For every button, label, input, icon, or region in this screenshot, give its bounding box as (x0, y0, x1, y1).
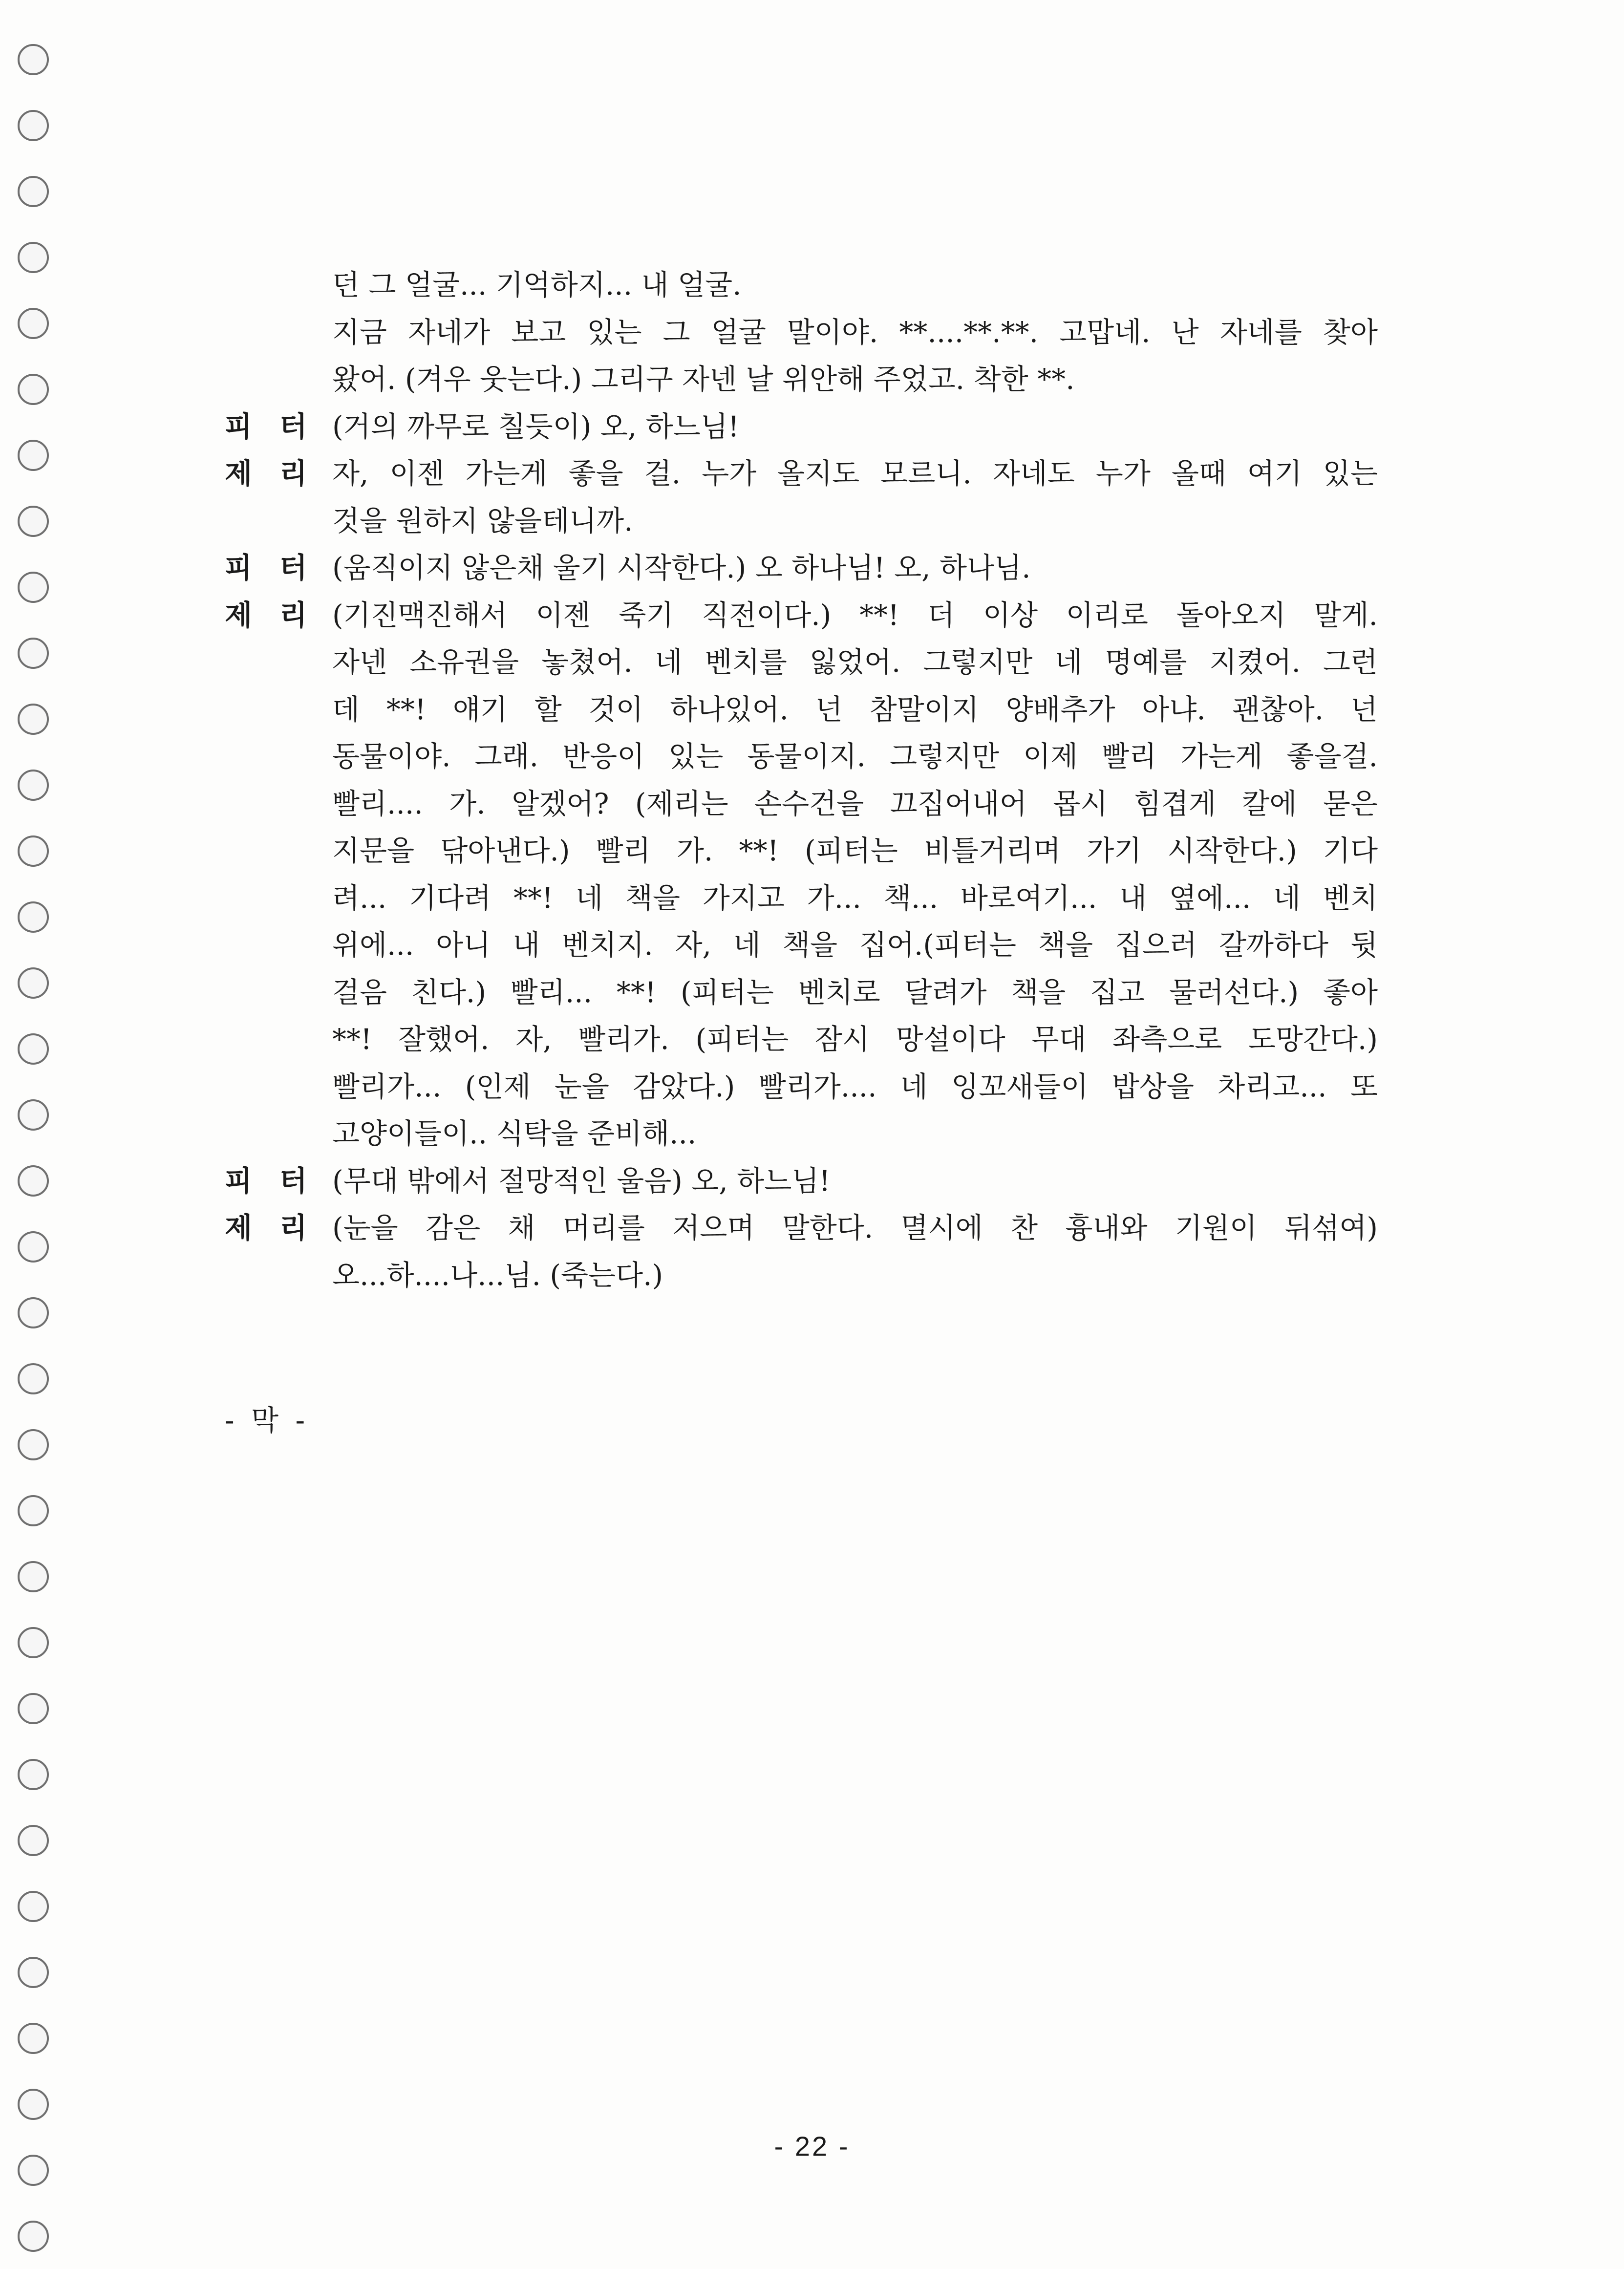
dialogue-line (225, 921, 1378, 969)
dialogue-line (225, 827, 1378, 875)
punch-hole-icon (18, 572, 49, 603)
dialogue-line (225, 403, 1378, 450)
punch-hole-icon (18, 2089, 49, 2120)
dialogue-line (225, 309, 1378, 356)
dialogue-text: (무대 밖에서 절망적인 울음) 오, 하느님! (332, 1164, 831, 1198)
punch-hole-icon (18, 1495, 49, 1526)
dialogue-text: 지문을 닦아낸다.) 빨리 가. **! (피터는 비틀거리며 가기 시작한다.) 기다 (332, 834, 1378, 867)
dialogue-text: **! 잘했어. 자, 빨리가. (피터는 잠시 망설이다 무대 좌측으로 도망간다.) (332, 1023, 1378, 1056)
speaker-name: 피 터 (225, 551, 316, 584)
dialogue-text: 빨리.... 가. 알겠어? (제리는 손수건을 끄집어내어 몹시 힘겹게 칼에 묻은 (332, 787, 1378, 820)
punch-hole-icon (18, 1033, 49, 1065)
punch-hole-icon (18, 2023, 49, 2054)
dialogue-text: 지금 자네가 보고 있는 그 얼굴 말이야. **....**.**. 고맙네. 난 자네를 찾아 (332, 315, 1378, 349)
act-end-marker: - 막 - (225, 1404, 309, 1437)
punch-hole-icon (18, 176, 49, 207)
dialogue-line (225, 450, 1378, 497)
dialogue-line (225, 686, 1378, 733)
punch-hole-icon (18, 374, 49, 405)
dialogue-line (225, 356, 1378, 403)
dialogue-text: 고양이들이.. 식탁을 준비해... (332, 1117, 697, 1150)
speaker-name: 제 리 (225, 1211, 316, 1244)
dialogue-text: 왔어. (겨우 웃는다.) 그리구 자넨 날 위안해 주었고. 착한 **. (332, 363, 1075, 396)
speaker-name: 제 리 (225, 457, 316, 490)
punch-hole-icon (18, 1891, 49, 1922)
dialogue-line (225, 1016, 1378, 1063)
punch-hole-icon (18, 1363, 49, 1394)
punch-hole-icon (18, 308, 49, 339)
dialogue-line (225, 1110, 1378, 1157)
punch-hole-icon (18, 1825, 49, 1856)
punch-hole-icon (18, 770, 49, 801)
binder-holes (18, 44, 57, 2252)
speaker-name: 제 리 (225, 598, 316, 632)
dialogue-text: (움직이지 않은채 울기 시작한다.) 오 하나님! 오, 하나님. (332, 551, 1031, 584)
punch-hole-icon (18, 835, 49, 867)
punch-hole-icon (18, 440, 49, 471)
dialogue-text: 자, 이젠 가는게 좋을 걸. 누가 올지도 모르니. 자네도 누가 올때 여기 있는 (332, 457, 1378, 490)
punch-hole-icon (18, 1627, 49, 1658)
dialogue-line (225, 261, 1378, 309)
dialogue-line (225, 1063, 1378, 1111)
punch-hole-icon (18, 1297, 49, 1328)
punch-hole-icon (18, 901, 49, 933)
speaker-name: 피 터 (225, 409, 316, 443)
punch-hole-icon (18, 638, 49, 669)
punch-hole-icon (18, 1429, 49, 1460)
dialogue-text: 던 그 얼굴... 기억하지... 내 얼굴. (332, 268, 742, 301)
dialogue-text: 위에... 아니 내 벤치지. 자, 네 책을 집어.(피터는 책을 집으러 갈까하다 뒷 (332, 928, 1378, 962)
dialogue-text: 자넨 소유권을 놓쳤어. 네 벤치를 잃었어. 그렇지만 네 명예를 지켰어. 그런 (332, 645, 1378, 679)
dialogue-text: 걸음 친다.) 빨리... **! (피터는 벤치로 달려가 책을 집고 물러선다.) 좋아 (332, 975, 1378, 1009)
dialogue-text: 데 **! 얘기 할 것이 하나있어. 넌 참말이지 양배추가 아냐. 괜찮아. 넌 (332, 692, 1378, 726)
punch-hole-icon (18, 44, 49, 75)
dialogue-line (225, 780, 1378, 828)
punch-hole-icon (18, 704, 49, 735)
dialogue-text: 것을 원하지 않을테니까. (332, 504, 633, 537)
dialogue-text: (기진맥진해서 이젠 죽기 직전이다.) **! 더 이상 이리로 돌아오지 말게. (332, 598, 1378, 632)
punch-hole-icon (18, 1099, 49, 1131)
dialogue-line (225, 639, 1378, 686)
dialogue-text: 동물이야. 그래. 반응이 있는 동물이지. 그렇지만 이제 빨리 가는게 좋을걸. (332, 740, 1378, 773)
dialogue-line (225, 969, 1378, 1016)
punch-hole-icon (18, 1165, 49, 1197)
speaker-name: 피 터 (225, 1164, 316, 1198)
punch-hole-icon (18, 242, 49, 273)
punch-hole-icon (18, 1231, 49, 1263)
punch-hole-icon (18, 1759, 49, 1790)
punch-hole-icon (18, 506, 49, 537)
dialogue-line (225, 1252, 1378, 1299)
page-number: - 22 - (774, 2131, 850, 2162)
dialogue-line (225, 497, 1378, 545)
punch-hole-icon (18, 1693, 49, 1724)
punch-hole-icon (18, 967, 49, 999)
dialogue-line (225, 592, 1378, 639)
punch-hole-icon (18, 1561, 49, 1592)
punch-hole-icon (18, 110, 49, 141)
dialogue-text: 오...하....나...님. (죽는다.) (332, 1258, 663, 1292)
dialogue-block (225, 261, 1378, 1299)
dialogue-text: (거의 까무로 칠듯이) 오, 하느님! (332, 409, 740, 443)
punch-hole-icon (18, 1957, 49, 1988)
dialogue-line (225, 733, 1378, 780)
dialogue-line (225, 875, 1378, 922)
punch-hole-icon (18, 2221, 49, 2252)
dialogue-text: (눈을 감은 채 머리를 저으며 말한다. 멸시에 찬 흉내와 기원이 뒤섞여) (332, 1211, 1378, 1244)
dialogue-line (225, 1157, 1378, 1205)
dialogue-line (225, 1204, 1378, 1252)
dialogue-text: 려... 기다려 **! 네 책을 가지고 가... 책... 바로여기... 내 옆에... 네 벤치 (332, 881, 1378, 915)
dialogue-text: 빨리가... (인제 눈을 감았다.) 빨리가.... 네 잉꼬새들이 밥상을 차리고... 또 (332, 1070, 1378, 1103)
dialogue-line (225, 544, 1378, 592)
